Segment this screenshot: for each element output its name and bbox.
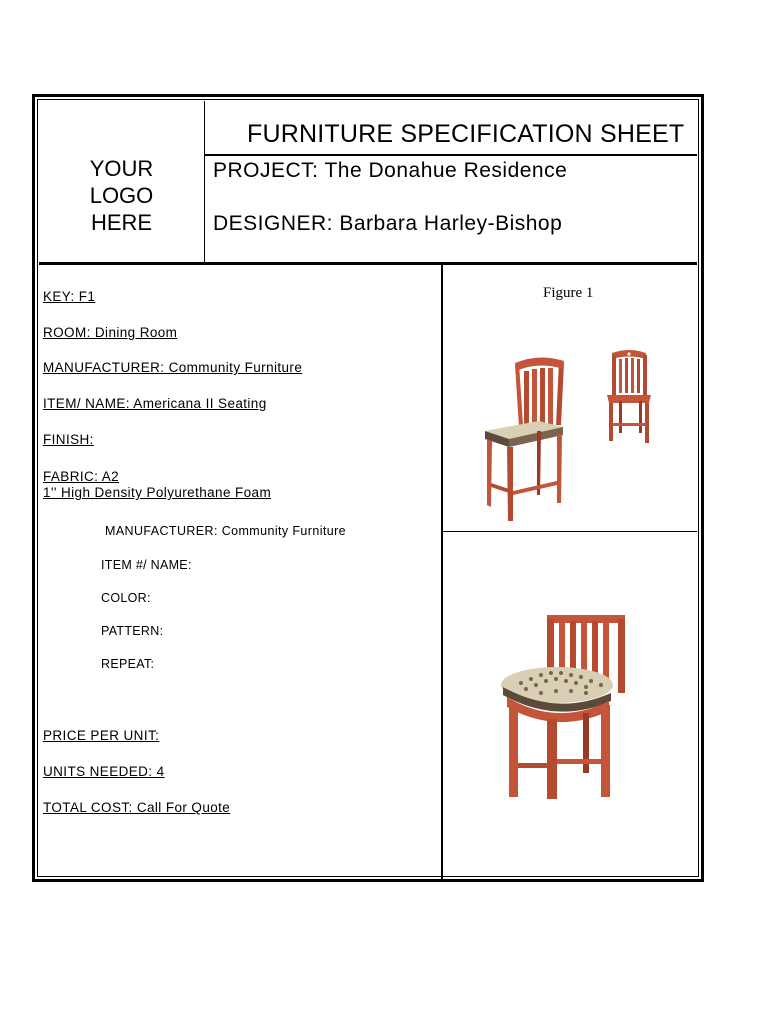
- project-line: PROJECT: The Donahue Residence: [213, 159, 568, 182]
- dining-chair-image: [479, 355, 571, 525]
- fabric-label: FABRIC: A2: [43, 469, 120, 484]
- figure-column: [443, 265, 697, 879]
- sheet-body: [39, 265, 697, 879]
- designer-line: DESIGNER: Barbara Harley-Bishop: [213, 212, 563, 235]
- finish-field: FINISH:: [43, 432, 94, 447]
- logo-text: [39, 155, 204, 236]
- figure-top-cell: [443, 265, 697, 532]
- price-field: PRICE PER UNIT:: [43, 728, 160, 743]
- figure-caption: Figure 1: [543, 285, 594, 301]
- logo-placeholder: [39, 101, 205, 262]
- spec-fields-column: [39, 265, 443, 879]
- key-field: KEY: F1: [43, 289, 96, 304]
- chair-detail-image: [501, 613, 631, 803]
- fabric-manufacturer-field: MANUFACTURER: Community Furniture: [105, 524, 347, 538]
- fabric-item-field: ITEM #/ NAME:: [101, 558, 192, 572]
- pattern-field: PATTERN:: [101, 624, 164, 638]
- units-field: UNITS NEEDED: 4: [43, 764, 165, 779]
- fabric-note: 1'' High Density Polyurethane Foam: [43, 485, 272, 500]
- title-cell: [205, 101, 697, 156]
- total-cost-field: TOTAL COST: Call For Quote: [43, 800, 231, 815]
- sheet-header: [39, 101, 697, 265]
- side-chair-image: [603, 349, 659, 447]
- specification-sheet: [32, 94, 704, 882]
- logo-line-1: YOUR: [89, 156, 154, 181]
- logo-line-3: HERE: [90, 210, 153, 235]
- fabric-field: [43, 469, 119, 484]
- repeat-field: REPEAT:: [101, 657, 155, 671]
- logo-line-2: LOGO: [89, 183, 154, 208]
- manufacturer-field: MANUFACTURER: Community Furniture: [43, 360, 303, 375]
- room-field: ROOM: Dining Room: [43, 325, 178, 340]
- sheet-title: FURNITURE SPECIFICATION SHEET: [247, 120, 685, 148]
- color-field: COLOR:: [101, 591, 151, 605]
- item-name-field: ITEM/ NAME: Americana II Seating: [43, 396, 267, 411]
